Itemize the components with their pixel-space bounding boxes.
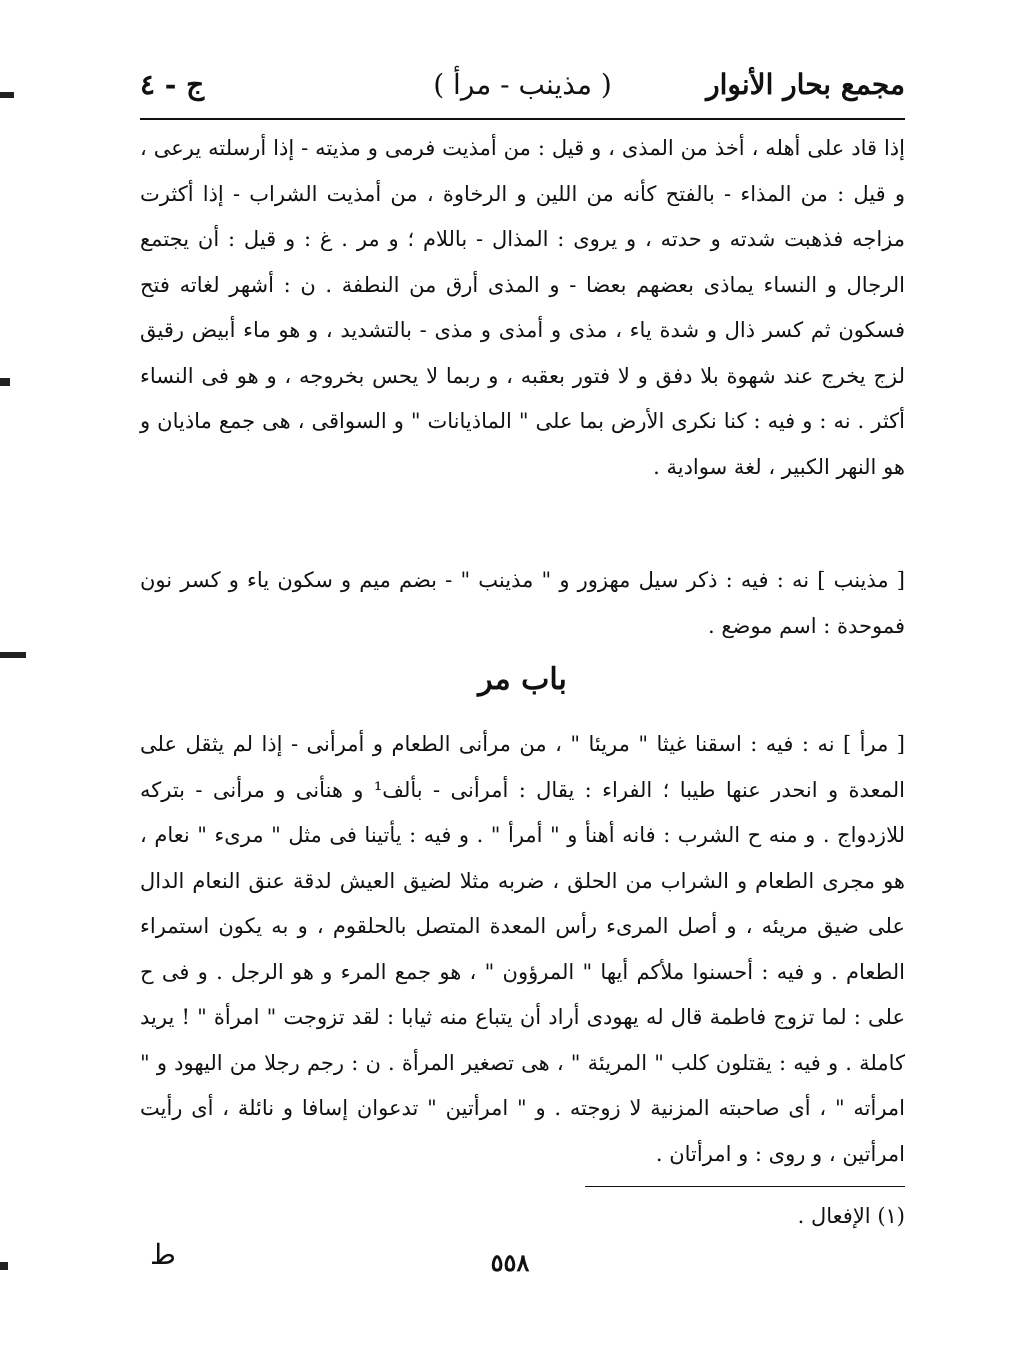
section-title: باب مر (478, 662, 567, 697)
signature-mark: ط (150, 1238, 176, 1271)
footnote: (١) الإفعال . (797, 1204, 905, 1228)
scan-edge-mark (0, 378, 10, 386)
scan-edge-mark (0, 92, 14, 98)
entry-range: ( مذينب - مرأ ) (433, 68, 612, 101)
paragraph-mudhaynib: [ مذينب ] نه : فيه : ذكر سيل مهزور و " مذينب " - بضم ميم و سكون ياء و كسر نون فموحدة : اسم موضع . (140, 568, 905, 638)
paragraph-mara: [ مرأ ] نه : فيه : اسقنا غيثا " مريئا " ، من مرأنى الطعام و أمرأنى - إذا لم يثقل على المعدة و انحدر عنها طيبا ؛ الفراء : يقال : أمرأنى - بألف¹ و هنأنى و مرأنى - بتركه للازدواج . و منه ح الشرب : فانه أهنأ و " أمرأ " . و فيه : يأتينا فى مثل " مرىء " نعام ، هو مجرى الطعام و الشراب من الحلق ، ضربه مثلا لضيق العيش لدقة عنق النعام الدال على ضيق مريئه ، و أصل المرىء رأس المعدة المتصل بالحلقوم ، و به يكون استمراء الطعام . و فيه : أحسنوا ملأكم أيها " المرؤون " ، هو جمع المرء و هو الرجل . و فى ح على : لما تزوج فاطمة قال له يهودى أراد أن يتباع منه ثيابا : لقد تزوجت " امرأة " ! يريد كاملة . و فيه : يقتلون كلب " المريئة " ، هى تصغير المرأة . ن : رجم رجلا من اليهود و " امرأته " ، أى صاحبته المزنية لا زوجته . و " امرأتين " تدعوان إسافا و نائلة ، أى رأيت امرأتين ، و روى : و امرأتان . (140, 732, 905, 1166)
volume-number: ج - ٤ (140, 68, 205, 101)
paragraph-mudhi: إذا قاد على أهله ، أخذ من المذى ، و قيل : من أمذيت فرمى و مذيته - إذا أرسلته يرعى ، و قيل : من المذاء - بالفتح كأنه من اللين و الرخاوة ، من أمذيت الشراب - إذا أكثرت مزاجه فذهبت شدته و حدته ، و يروى : المذال - باللام ؛ و مر . غ : و قيل : أن يجتمع الرجال و النساء يماذى بعضهم بعضا - و المذى أرق من النطفة . ن : أشهر لغاته فتح فسكون ثم كسر ذال و شدة ياء ، مذى و أمذى و مذى - بالتشديد ، و هو ماء أبيض رقيق لزج يخرج عند شهوة بلا دفق و لا فتور بعقبه ، و ربما لا يحس بخروجه ، و هو فى النساء أكثر . نه : و فيه : كنا نكرى الأرض بما على " الماذيانات " و السواقى ، هى جمع ماذيان و هو النهر الكبير ، لغة سوادية . (140, 136, 905, 479)
book-title: مجمع بحار الأنوار (706, 68, 905, 101)
footnote-divider (585, 1186, 905, 1187)
page-header (140, 62, 905, 112)
page-number: ٥٥٨ (490, 1248, 530, 1277)
header-divider (140, 118, 905, 120)
scan-edge-mark (0, 652, 26, 658)
